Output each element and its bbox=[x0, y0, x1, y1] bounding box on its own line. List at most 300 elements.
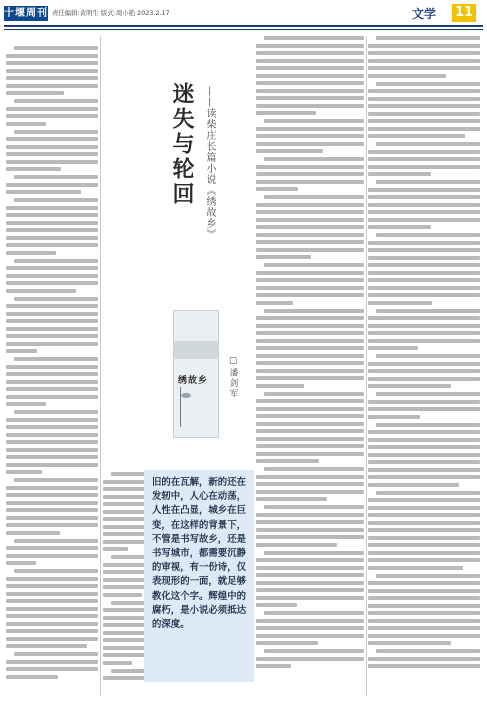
text-line bbox=[368, 634, 480, 638]
text-line bbox=[256, 437, 364, 441]
text-line bbox=[256, 51, 364, 55]
text-paragraph bbox=[368, 649, 480, 668]
text-line bbox=[376, 392, 480, 396]
text-line bbox=[368, 134, 465, 138]
text-line bbox=[6, 160, 98, 164]
text-paragraph bbox=[368, 491, 480, 570]
text-line bbox=[14, 357, 98, 361]
text-line bbox=[256, 248, 364, 252]
text-line bbox=[368, 626, 480, 630]
text-line bbox=[376, 649, 480, 653]
text-line bbox=[368, 460, 480, 464]
text-column-3 bbox=[256, 36, 364, 696]
text-line bbox=[6, 486, 98, 490]
text-line bbox=[6, 508, 98, 512]
text-line bbox=[368, 263, 480, 267]
text-line bbox=[264, 649, 364, 653]
text-line bbox=[368, 384, 451, 388]
text-line bbox=[368, 195, 480, 199]
text-line bbox=[6, 667, 98, 671]
text-line bbox=[256, 134, 364, 138]
text-line bbox=[368, 611, 480, 615]
text-line bbox=[6, 637, 98, 641]
text-line bbox=[14, 539, 98, 543]
text-line bbox=[256, 301, 293, 305]
text-line bbox=[368, 59, 480, 63]
text-line bbox=[264, 551, 364, 555]
text-line bbox=[256, 149, 323, 153]
text-line bbox=[14, 99, 98, 103]
text-line bbox=[256, 664, 291, 668]
text-line bbox=[264, 195, 364, 199]
cover-band bbox=[174, 341, 218, 359]
text-line bbox=[256, 459, 319, 463]
text-line bbox=[264, 263, 364, 267]
text-line bbox=[6, 76, 98, 80]
text-line bbox=[368, 225, 431, 229]
text-line bbox=[6, 372, 98, 376]
text-line bbox=[368, 407, 480, 411]
text-line bbox=[368, 558, 480, 562]
text-line bbox=[368, 324, 480, 328]
text-line bbox=[264, 467, 364, 471]
text-line bbox=[6, 607, 98, 611]
text-line bbox=[376, 82, 480, 86]
text-line bbox=[6, 206, 98, 210]
text-line bbox=[6, 531, 60, 535]
text-line bbox=[6, 145, 98, 149]
text-line bbox=[376, 574, 480, 578]
text-line bbox=[368, 74, 446, 78]
text-column-4 bbox=[368, 36, 480, 696]
page-header bbox=[0, 0, 487, 26]
text-line bbox=[376, 491, 480, 495]
text-line bbox=[6, 455, 98, 459]
text-line bbox=[256, 165, 364, 169]
text-paragraph bbox=[256, 36, 364, 115]
text-line bbox=[256, 490, 364, 494]
pull-quote-text: 旧的在瓦解，新的还在发轫中，人心在动荡，人性在凸显，城乡在巨变，在这样的背景下，不管是书写故乡，还是书写城市，都需要沉静的审视，有一份诗，仅表现形的一面，就足够教化这个字。辉煌中的腐朽，是小说必须抵达的深度。 bbox=[152, 477, 246, 631]
text-paragraph bbox=[6, 539, 98, 566]
text-line bbox=[6, 266, 98, 270]
text-paragraph bbox=[368, 574, 480, 646]
text-line bbox=[6, 622, 98, 626]
text-line bbox=[256, 581, 364, 585]
text-paragraph bbox=[6, 297, 98, 354]
text-line bbox=[6, 433, 98, 437]
text-line bbox=[256, 96, 364, 100]
text-line bbox=[368, 551, 480, 555]
text-paragraph bbox=[368, 354, 480, 388]
text-line bbox=[6, 516, 98, 520]
text-line bbox=[256, 520, 364, 524]
text-line bbox=[368, 346, 418, 350]
text-line bbox=[256, 187, 298, 191]
text-line bbox=[256, 361, 364, 365]
text-line bbox=[6, 274, 98, 278]
text-line bbox=[6, 69, 98, 73]
text-line bbox=[264, 309, 364, 313]
text-line bbox=[368, 44, 480, 48]
text-paragraph bbox=[368, 233, 480, 305]
column-divider bbox=[366, 36, 367, 696]
text-line bbox=[6, 380, 98, 384]
text-line bbox=[256, 528, 364, 532]
text-line bbox=[103, 593, 142, 597]
text-column-1 bbox=[6, 36, 98, 696]
text-line bbox=[256, 619, 364, 623]
text-line bbox=[6, 418, 98, 422]
text-paragraph bbox=[256, 119, 364, 153]
cover-plant-leaf bbox=[181, 393, 191, 398]
text-paragraph bbox=[6, 259, 98, 293]
text-line bbox=[6, 61, 98, 65]
text-paragraph bbox=[6, 478, 98, 535]
text-line bbox=[368, 581, 480, 585]
text-line bbox=[6, 554, 98, 558]
text-line bbox=[368, 256, 480, 260]
text-line bbox=[14, 175, 98, 179]
text-line bbox=[6, 54, 98, 58]
text-line bbox=[6, 236, 98, 240]
text-line bbox=[256, 74, 364, 78]
text-paragraph bbox=[6, 198, 98, 255]
text-line bbox=[376, 36, 480, 40]
text-line bbox=[256, 475, 364, 479]
text-paragraph bbox=[6, 175, 98, 194]
text-line bbox=[6, 228, 98, 232]
article-subtitle: ——读柴庄长篇小说《绣故乡》 bbox=[204, 86, 215, 240]
text-line bbox=[368, 172, 431, 176]
text-line bbox=[256, 66, 364, 70]
text-line bbox=[368, 536, 480, 540]
text-line bbox=[14, 652, 98, 656]
text-line bbox=[6, 402, 46, 406]
text-line bbox=[256, 255, 311, 259]
text-paragraph bbox=[6, 410, 98, 474]
text-paragraph bbox=[256, 505, 364, 547]
text-line bbox=[264, 611, 364, 615]
text-line bbox=[6, 561, 36, 565]
text-line bbox=[6, 463, 98, 467]
text-line bbox=[6, 577, 98, 581]
text-line bbox=[256, 324, 364, 328]
text-line bbox=[368, 286, 480, 290]
text-line bbox=[6, 91, 64, 95]
text-line bbox=[6, 395, 98, 399]
text-line bbox=[368, 445, 480, 449]
text-line bbox=[256, 414, 364, 418]
text-line bbox=[368, 438, 480, 442]
text-line bbox=[368, 521, 480, 525]
text-line bbox=[368, 604, 480, 608]
text-line bbox=[264, 119, 364, 123]
text-line bbox=[256, 172, 364, 176]
text-line bbox=[368, 203, 480, 207]
text-line bbox=[368, 483, 459, 487]
text-line bbox=[376, 180, 480, 184]
text-line bbox=[368, 415, 420, 419]
text-line bbox=[368, 498, 480, 502]
text-line bbox=[368, 475, 480, 479]
text-paragraph bbox=[256, 195, 364, 259]
text-line bbox=[376, 309, 480, 313]
column-divider bbox=[100, 36, 101, 696]
text-paragraph bbox=[368, 36, 480, 78]
text-line bbox=[256, 225, 364, 229]
text-paragraph bbox=[256, 611, 364, 645]
text-line bbox=[256, 452, 364, 456]
text-line bbox=[256, 316, 364, 320]
text-line bbox=[6, 523, 98, 527]
text-line bbox=[368, 210, 480, 214]
text-line bbox=[6, 675, 58, 679]
text-line bbox=[6, 137, 98, 141]
text-line bbox=[6, 107, 98, 111]
text-line bbox=[6, 584, 98, 588]
text-line bbox=[14, 569, 98, 573]
text-paragraph bbox=[368, 423, 480, 487]
text-line bbox=[368, 66, 480, 70]
text-line bbox=[256, 369, 364, 373]
text-line bbox=[14, 46, 98, 50]
text-line bbox=[368, 619, 480, 623]
text-paragraph bbox=[6, 569, 98, 648]
text-line bbox=[256, 399, 364, 403]
text-line bbox=[368, 104, 480, 108]
text-line bbox=[256, 626, 364, 630]
text-line bbox=[256, 657, 364, 661]
text-line bbox=[6, 592, 98, 596]
text-line bbox=[368, 278, 480, 282]
header-rule bbox=[4, 25, 483, 27]
text-line bbox=[376, 142, 480, 146]
header-rule-thin bbox=[4, 29, 483, 30]
text-paragraph bbox=[368, 309, 480, 351]
text-line bbox=[6, 365, 98, 369]
text-line bbox=[256, 535, 364, 539]
text-line bbox=[6, 660, 98, 664]
text-line bbox=[368, 293, 480, 297]
text-line bbox=[256, 104, 364, 108]
editor-credits: 责任编辑:黄明生 版式:周小艳 2023.2.17 bbox=[52, 9, 170, 17]
text-paragraph bbox=[256, 392, 364, 464]
text-line bbox=[256, 497, 327, 501]
text-line bbox=[256, 218, 364, 222]
text-line bbox=[6, 629, 98, 633]
text-line bbox=[256, 59, 364, 63]
text-paragraph bbox=[256, 157, 364, 191]
text-line bbox=[14, 130, 98, 134]
text-line bbox=[368, 165, 480, 169]
text-paragraph bbox=[6, 130, 98, 172]
text-line bbox=[6, 599, 98, 603]
text-paragraph bbox=[6, 99, 98, 126]
text-line bbox=[368, 157, 480, 161]
text-line bbox=[256, 641, 318, 645]
text-paragraph bbox=[256, 649, 364, 668]
text-line bbox=[256, 376, 364, 380]
text-line bbox=[256, 482, 364, 486]
text-line bbox=[256, 354, 364, 358]
text-line bbox=[6, 448, 98, 452]
text-line bbox=[6, 470, 42, 474]
text-line bbox=[256, 444, 364, 448]
text-line bbox=[6, 221, 98, 225]
text-line bbox=[368, 664, 480, 668]
text-line bbox=[368, 119, 480, 123]
text-line bbox=[376, 423, 480, 427]
text-line bbox=[6, 304, 98, 308]
text-line bbox=[6, 312, 98, 316]
text-paragraph bbox=[6, 46, 98, 95]
text-paragraph bbox=[6, 357, 98, 406]
text-line bbox=[368, 150, 480, 154]
text-line bbox=[368, 543, 480, 547]
article-author: □潘剑军 bbox=[228, 356, 238, 400]
text-paragraph bbox=[256, 263, 364, 305]
text-line bbox=[6, 644, 87, 648]
text-line bbox=[368, 248, 480, 252]
text-line bbox=[6, 251, 56, 255]
text-line bbox=[256, 44, 364, 48]
text-line bbox=[6, 387, 98, 391]
text-line bbox=[368, 506, 480, 510]
text-line bbox=[368, 513, 480, 517]
text-line bbox=[103, 547, 128, 551]
text-line bbox=[6, 114, 98, 118]
text-line bbox=[256, 422, 364, 426]
cover-plant-stem bbox=[180, 387, 181, 427]
text-line bbox=[368, 188, 480, 192]
book-cover-title: 绣故乡 bbox=[178, 376, 209, 386]
text-line bbox=[256, 566, 364, 570]
text-line bbox=[103, 661, 132, 665]
text-line bbox=[6, 152, 98, 156]
text-paragraph bbox=[368, 392, 480, 419]
text-line bbox=[256, 384, 304, 388]
text-paragraph bbox=[368, 180, 480, 229]
text-line bbox=[6, 493, 98, 497]
text-line bbox=[6, 183, 98, 187]
pull-quote-box bbox=[144, 470, 254, 682]
text-line bbox=[6, 440, 98, 444]
text-paragraph bbox=[368, 82, 480, 139]
text-line bbox=[256, 634, 364, 638]
text-line bbox=[368, 362, 480, 366]
text-line bbox=[6, 281, 98, 285]
text-line bbox=[368, 377, 480, 381]
text-line bbox=[368, 468, 480, 472]
text-line bbox=[256, 543, 337, 547]
text-line bbox=[368, 97, 480, 101]
text-paragraph bbox=[256, 467, 364, 501]
text-line bbox=[14, 198, 98, 202]
text-line bbox=[264, 505, 364, 509]
text-line bbox=[6, 546, 98, 550]
text-line bbox=[368, 400, 480, 404]
text-line bbox=[256, 339, 364, 343]
text-line bbox=[376, 354, 480, 358]
text-line bbox=[256, 293, 364, 297]
text-line bbox=[264, 157, 364, 161]
text-line bbox=[368, 566, 463, 570]
text-line bbox=[368, 528, 480, 532]
text-line bbox=[256, 180, 364, 184]
text-line bbox=[6, 501, 98, 505]
text-line bbox=[6, 122, 46, 126]
text-line bbox=[6, 289, 76, 293]
text-line bbox=[256, 603, 297, 607]
page-number: 11 bbox=[452, 4, 476, 22]
text-line bbox=[368, 316, 480, 320]
text-line bbox=[256, 142, 364, 146]
text-line bbox=[6, 213, 98, 217]
text-line bbox=[256, 558, 364, 562]
text-line bbox=[256, 278, 364, 282]
text-line bbox=[368, 241, 480, 245]
text-line bbox=[6, 334, 98, 338]
text-line bbox=[6, 327, 98, 331]
text-line bbox=[368, 430, 480, 434]
text-line bbox=[14, 410, 98, 414]
text-line bbox=[368, 339, 480, 343]
text-line bbox=[368, 641, 451, 645]
text-line bbox=[368, 453, 480, 457]
text-line bbox=[6, 190, 81, 194]
article-title: 迷失与轮回 bbox=[169, 82, 194, 207]
text-line bbox=[256, 588, 364, 592]
text-line bbox=[256, 286, 364, 290]
text-line bbox=[264, 392, 364, 396]
text-line bbox=[256, 429, 364, 433]
text-line bbox=[6, 614, 98, 618]
text-line bbox=[376, 233, 480, 237]
text-paragraph bbox=[368, 142, 480, 176]
text-line bbox=[368, 112, 480, 116]
text-line bbox=[6, 342, 98, 346]
text-line bbox=[256, 89, 364, 93]
text-line bbox=[256, 240, 364, 244]
text-line bbox=[368, 331, 480, 335]
text-line bbox=[368, 589, 480, 593]
text-line bbox=[368, 369, 480, 373]
text-line bbox=[256, 233, 364, 237]
text-line bbox=[14, 297, 98, 301]
book-cover-image bbox=[173, 310, 219, 438]
section-name: 文学 bbox=[412, 7, 437, 21]
text-line bbox=[6, 349, 37, 353]
text-line bbox=[256, 210, 364, 214]
text-line bbox=[256, 573, 364, 577]
text-line bbox=[6, 84, 98, 88]
text-line bbox=[264, 36, 364, 40]
text-line bbox=[14, 259, 98, 263]
text-line bbox=[256, 271, 364, 275]
text-line bbox=[368, 301, 432, 305]
text-line bbox=[256, 513, 364, 517]
text-line bbox=[6, 167, 61, 171]
text-paragraph bbox=[6, 652, 98, 679]
text-line bbox=[368, 89, 480, 93]
text-line bbox=[6, 243, 98, 247]
text-line bbox=[256, 346, 364, 350]
text-line bbox=[256, 331, 364, 335]
text-line bbox=[368, 218, 480, 222]
text-line bbox=[14, 478, 98, 482]
text-line bbox=[256, 127, 364, 131]
text-line bbox=[368, 127, 480, 131]
